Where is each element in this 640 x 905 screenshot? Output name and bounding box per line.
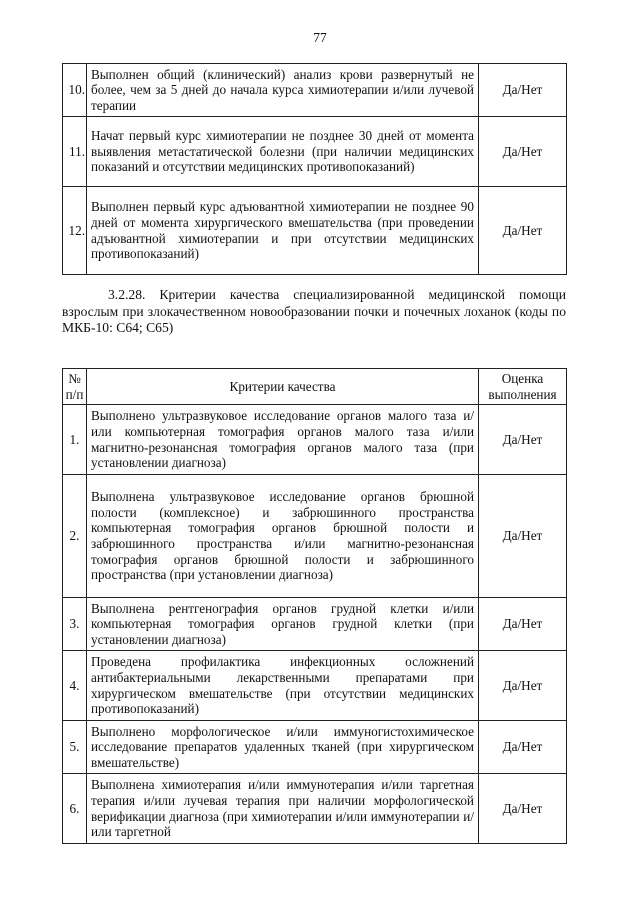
result-cell: Да/Нет — [479, 187, 567, 275]
row-number: 1. — [63, 405, 87, 475]
header-number: № п/п — [63, 369, 87, 405]
result-cell: Да/Нет — [479, 117, 567, 187]
criterion-text: Начат первый курс химиотерапии не позднее 30 дней от момента выявления метастатической болезни (при наличии медицинских показаний и отсутствии медицинских противопоказаний) — [87, 117, 479, 187]
table-row — [63, 405, 567, 475]
result-cell: Да/Нет — [479, 721, 567, 774]
result-cell: Да/Нет — [479, 64, 567, 117]
result-cell: Да/Нет — [479, 774, 567, 844]
criterion-text: Выполнено морфологическое и/или иммуногистохимическое исследование препаратов удаленных тканей (при хирургическом вмешательстве) — [87, 721, 479, 774]
row-number: 11. — [63, 117, 87, 187]
quality-criteria-table — [62, 368, 567, 844]
row-number: 4. — [63, 651, 87, 721]
row-number: 10. — [63, 64, 87, 117]
result-cell: Да/Нет — [479, 405, 567, 475]
row-number: 5. — [63, 721, 87, 774]
table-row — [63, 117, 567, 187]
table-row — [63, 651, 567, 721]
criterion-text: Выполнен общий (клинический) анализ крови развернутый не более, чем за 5 дней до начала курса химиотерапии и/или лучевой терапии — [87, 64, 479, 117]
row-number: 2. — [63, 475, 87, 598]
table-row — [63, 475, 567, 598]
result-cell: Да/Нет — [479, 475, 567, 598]
criterion-text: Выполнена химиотерапия и/или иммунотерапия и/или таргетная терапия и/или лучевая терапия при наличии морфологической верификации диагноза (при химиотерапии и/или иммунотерапии и/или таргетной — [87, 774, 479, 844]
table-row — [63, 598, 567, 651]
criterion-text: Выполнена рентгенография органов грудной клетки и/или компьютерная томография органов грудной клетки (при установлении диагноза) — [87, 598, 479, 651]
criterion-text: Выполнен первый курс адъювантной химиотерапии не позднее 90 дней от момента хирургического вмешательства (при проведении адъювантной химиотерапии и при отсутствии медицинских противопоказаний) — [87, 187, 479, 275]
criterion-text: Выполнена ультразвуковое исследование органов брюшной полости (комплексное) и забрюшинного пространства компьютерная томография органов брюшной полости и забрюшинного пространства и/или магнитно-резонансная томография органов брюшной полости и забрюшинного пространства (при установлении диагноза) — [87, 475, 479, 598]
table-row — [63, 721, 567, 774]
page-number: 77 — [313, 30, 327, 45]
table-row — [63, 187, 567, 275]
criteria-table-continued — [62, 63, 567, 275]
table-row — [63, 774, 567, 844]
table-header — [63, 369, 567, 405]
criterion-text: Проведена профилактика инфекционных осложнений антибактериальными лекарственными препаратами при хирургическом вмешательстве (при отсутствии медицинских противопоказаний) — [87, 651, 479, 721]
result-cell: Да/Нет — [479, 598, 567, 651]
criterion-text: Выполнено ультразвуковое исследование органов малого таза и/или компьютерная томография органов малого таза и/или магнитно-резонансная томография органов малого таза (при установлении диагноза) — [87, 405, 479, 475]
row-number: 3. — [63, 598, 87, 651]
header-criterion: Критерии качества — [87, 369, 479, 405]
header-result: Оценка выполнения — [479, 369, 567, 405]
row-number: 12. — [63, 187, 87, 275]
row-number: 6. — [63, 774, 87, 844]
section-heading: 3.2.28. Критерии качества специализированной медицинской помощи взрослым при злокачественном новообразовании почки и почечных лоханок (коды по МКБ-10: C64; C65) — [62, 287, 566, 336]
result-cell: Да/Нет — [479, 651, 567, 721]
table-row — [63, 64, 567, 117]
